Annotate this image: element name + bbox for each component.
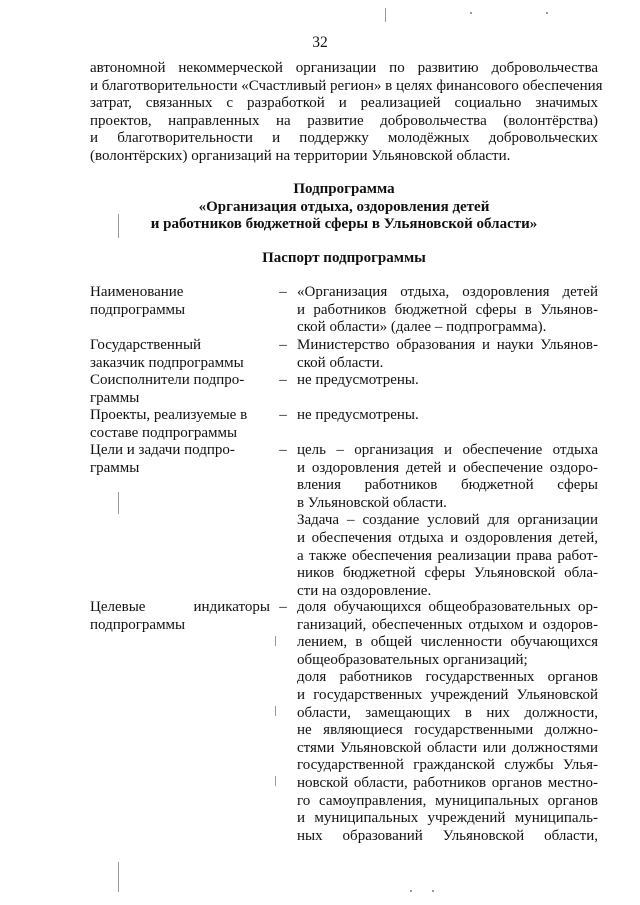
scan-mark [275, 636, 276, 646]
value-line: лением, в общей численности обучающихся [297, 634, 598, 651]
value-line: и оздоровления детей и обеспечение оздоро- [297, 459, 598, 476]
row-value [297, 407, 598, 425]
value-line: и обеспечения отдыха и оздоровления детей, [297, 529, 598, 546]
row-value [297, 442, 598, 600]
row-dash: – [279, 372, 287, 388]
value-line: ных образований Ульяновской области, [297, 827, 598, 844]
label-line: граммы [90, 459, 140, 476]
row-value [297, 599, 598, 845]
subprogram-title [90, 181, 598, 234]
row-dash: – [279, 442, 287, 458]
value-line: не предусмотрены. [297, 407, 419, 423]
scan-mark [118, 862, 119, 892]
page-number: 32 [312, 34, 328, 51]
value-line: не предусмотрены. [297, 372, 419, 388]
value-line: государственной гражданской службы Улья- [297, 757, 598, 774]
row-dash: – [279, 407, 287, 423]
label-line: Наименование [90, 284, 184, 300]
value-line: ганизаций, обеспеченных отдыхом и оздоров- [297, 616, 598, 633]
scan-mark [118, 492, 119, 514]
label-line: граммы [90, 389, 140, 406]
value-line: сти на оздоровление. [297, 582, 432, 599]
row-label [90, 407, 270, 442]
value-line: ской области. [297, 354, 384, 371]
row-label [90, 372, 270, 407]
scan-mark [385, 8, 386, 22]
row-value [297, 372, 598, 390]
value-line: ской области» (далее – подпрограмма). [297, 319, 547, 336]
row-label [90, 442, 270, 477]
value-line: ников бюджетной сферы Ульяновской обла- [297, 565, 598, 582]
value-line: и муниципальных учреждений муниципаль- [297, 810, 598, 827]
intro-line: проектов, направленных на развитие добровольчества (волонтёрства) [90, 112, 598, 129]
label-line: подпрограммы [90, 301, 186, 318]
value-line: вления работников бюджетной сферы [297, 477, 598, 494]
value-line: не являющиеся государственными должно- [297, 722, 598, 739]
label-line: Проекты, реализуемые в [90, 407, 248, 423]
value-line: и государственных учреждений Ульяновской [297, 686, 598, 703]
value-line: го самоуправления, муниципальных органов [297, 792, 598, 809]
subprogram-heading: Подпрограмма [293, 181, 395, 197]
value-line: стями Ульяновской области или должностями [297, 739, 598, 756]
scan-dot [432, 890, 434, 892]
value-line: общеобразовательных организаций; [297, 651, 528, 668]
row-dash: – [279, 284, 287, 300]
scan-mark [275, 706, 276, 716]
intro-line: автономной некоммерческой организации по развитию добровольчества [90, 60, 598, 76]
subprogram-title-line: и работников бюджетной сферы в Ульяновской области» [150, 216, 538, 233]
value-line: Задача – создание условий для организации [297, 512, 598, 529]
row-label [90, 337, 270, 372]
intro-paragraph [90, 60, 603, 166]
intro-line: и благотворительности «Счастливый регион» в целях финансового обеспечения [90, 77, 603, 94]
row-dash: – [279, 337, 287, 353]
row-label [90, 599, 270, 634]
label-line: заказчик подпрограммы [90, 354, 244, 371]
value-line: «Организация отдыха, оздоровления детей [297, 284, 598, 300]
subprogram-title-line: «Организация отдыха, оздоровления детей [198, 198, 490, 215]
scan-mark [118, 214, 119, 238]
label-line: Государственный [90, 337, 202, 353]
row-value [297, 337, 598, 372]
passport-title: Паспорт подпрограммы [262, 250, 426, 266]
label-line: Соисполнители подпро- [90, 372, 245, 388]
scan-dot [470, 12, 472, 14]
row-value [297, 284, 598, 337]
value-line: Министерство образования и науки Ульянов- [297, 337, 598, 353]
value-line: в Ульяновской области. [297, 494, 447, 511]
label-line: Целевые индикаторы [90, 599, 270, 615]
row-label [90, 284, 270, 319]
scan-dot [410, 890, 412, 892]
label-line: подпрограммы [90, 616, 186, 633]
value-line: а также обеспечения реализации права работ- [297, 547, 598, 564]
value-line: цель – организация и обеспечение отдыха [297, 442, 598, 458]
value-line: новской области, работников органов местно- [297, 774, 598, 791]
row-dash: – [279, 599, 287, 615]
label-line: составе подпрограммы [90, 424, 238, 441]
value-line: области, замещающих в них должности, [297, 704, 598, 721]
value-line: доля работников государственных органов [297, 669, 598, 686]
intro-line: затрат, связанных с разработкой и реализацией социально значимых [90, 95, 598, 112]
value-line: доля обучающихся общеобразовательных ор- [297, 599, 598, 615]
label-line: Цели и задачи подпро- [90, 442, 235, 458]
scan-mark [275, 776, 276, 786]
intro-line: (волонтёрских) организаций на территории Ульяновской области. [90, 147, 511, 164]
scan-dot [546, 12, 548, 14]
intro-line: и благотворительности и поддержку молодёжных добровольческих [90, 130, 598, 147]
value-line: и работников бюджетной сферы в Ульянов- [297, 301, 598, 318]
